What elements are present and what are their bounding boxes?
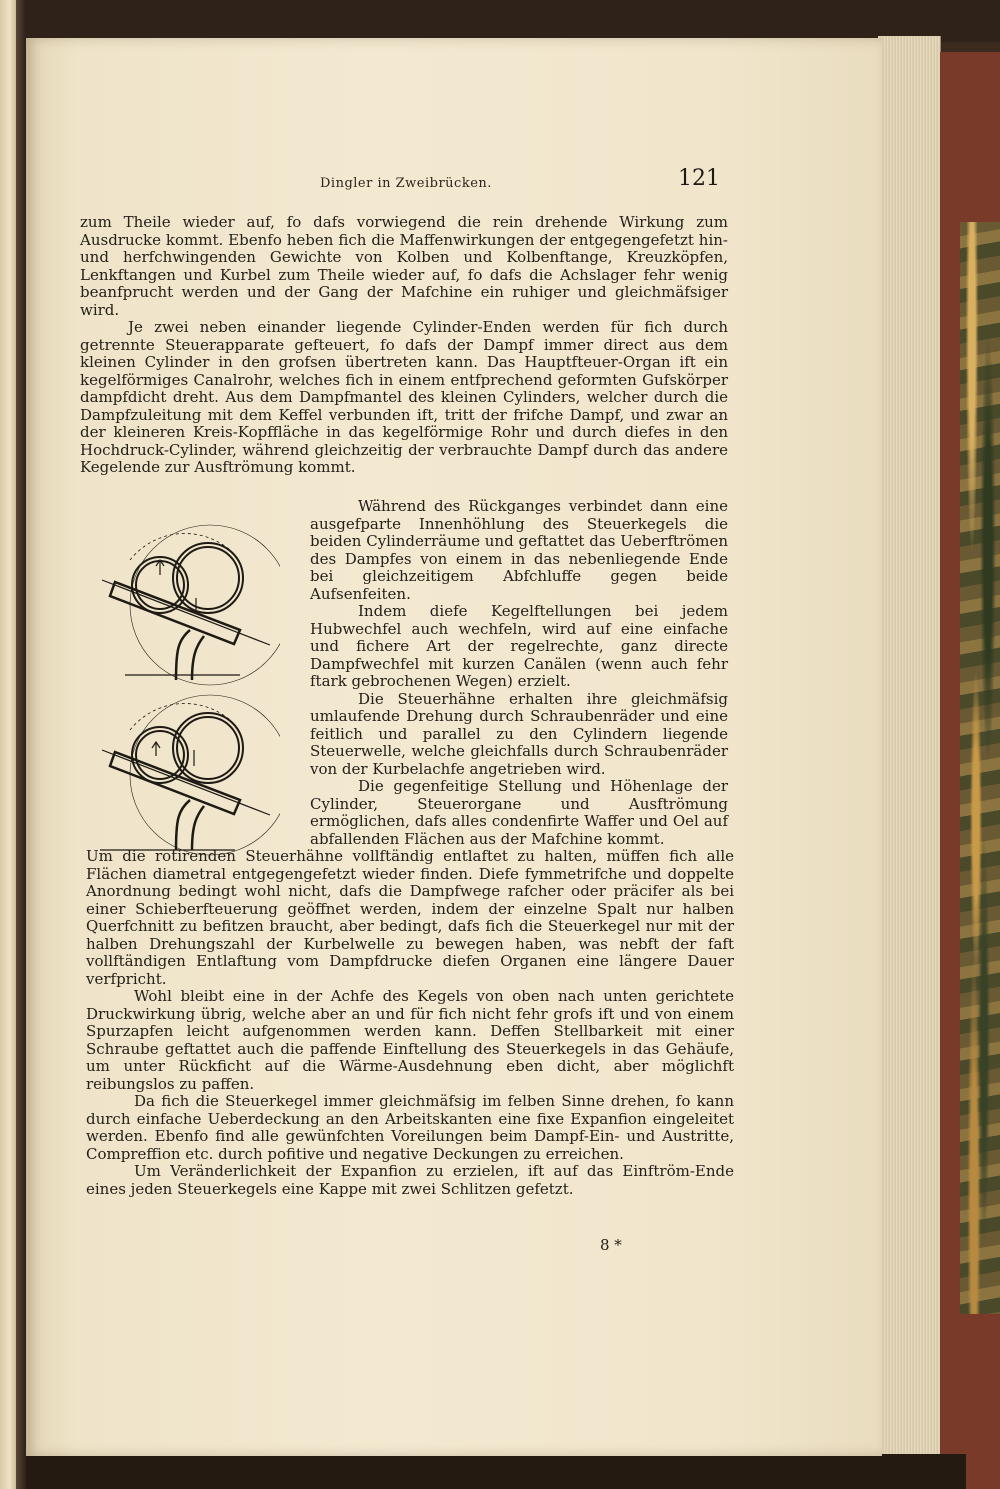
book-gutter xyxy=(16,0,26,1489)
paragraph: Um Veränderlichkeit der Expanfion zu erzielen, ift auf das Einftröm-Ende eines jeden Steuerkegels eine Kappe mit zwei Schlitzen gefetzt. xyxy=(86,1162,734,1198)
background-bottom xyxy=(26,1454,966,1489)
running-head: Dingler in Zweibrücken. xyxy=(320,176,492,191)
cylinder-section-upper xyxy=(102,525,280,685)
paragraph: Je zwei neben einander liegende Cylinder-Enden werden für fich durch getrennte Steuerapparate gefteuert, fo dafs der Dampf immer direct aus dem kleinen Cylinder in den grofsen übertreten kann. Das Hauptfteuer-Organ ift ein kegelförmiges Canalrohr, welches fich in einem entfprechend geformten Gufskörper dampfdicht dreht. Aus dem Dampfmantel des kleinen Cylinders, welcher durch die Dampfzuleitung mit dem Keffel verbunden ift, tritt der frifche Dampf, und zwar an der kleineren Kreis-Kopffläche in das kegelförmige Rohr und durch diefes in den Hochdruck-Cylinder, während gleichzeitig der verbrauchte Dampf durch das andere Kegelende zur Ausftrömung kommt. xyxy=(80,318,728,476)
paragraph: Da fich die Steuerkegel immer gleichmäfsig im felben Sinne drehen, fo kann durch einfache Ueberdeckung an den Arbeitskanten eine fixe Expanfion eingeleitet werden. Ebenfo find alle gewünfchten Voreilungen beim Dampf-Ein- und Austritte, Compreffion etc. durch pofitive und negative Deckungen zu erreichen. xyxy=(86,1092,734,1163)
text-block-beside-figure xyxy=(310,498,728,848)
steam-cylinder-figure xyxy=(100,520,280,860)
left-page-edge xyxy=(0,0,17,1489)
text-block-top xyxy=(80,214,728,477)
paragraph: Indem diefe Kegelftellungen bei jedem Hubwechfel auch wechfeln, wird auf eine einfache und fichere Art der regelrechte, ganz directe Dampfwechfel mit kurzen Canälen (wenn auch fehr ftark gebrochenen Wegen) erzielt. xyxy=(310,602,728,690)
page-header xyxy=(320,166,720,202)
paragraph: Um die rotirenden Steuerhähne vollftändig entlaftet zu halten, müffen fich alle Flächen diametral entgegengefetzt wieder finden. Diefe fymmetrifche und doppelte Anordnung bedingt wohl nicht, dafs die Dampfwege rafcher oder präcifer als bei einer Schieberfteuerung geöffnet werden, indem der einzelne Spalt nur halben Querfchnitt zu befitzen braucht, aber bedingt, dafs fich die Steuerkegel nur mit der halben Drehungszahl der Kurbelwelle zu bewegen haben, was nebft der faft vollftändigen Entlaftung vom Dampfdrucke diefen Organen eine längere Dauer verfpricht. xyxy=(86,847,734,988)
signature-mark: 8 * xyxy=(600,1236,622,1254)
paragraph: Während des Rückganges verbindet dann eine ausgefparte Innenhöhlung des Steuerkegels die beiden Cylinderräume und geftattet das Ueberftrömen des Dampfes von einem in das nebenliegende Ende bei gleichzeitigem Abfchluffe gegen beide Aufsenfeiten. xyxy=(310,497,728,603)
page-number: 121 xyxy=(678,166,720,191)
cylinder-section-lower xyxy=(100,695,280,855)
paragraph: Die gegenfeitige Stellung und Höhenlage der Cylinder, Steuerorgane und Ausftrömung ermöglichen, dafs alles condenfirte Waffer und Oel auf abfallenden Flächen aus der Mafchine kommt. xyxy=(310,777,728,848)
paragraph: Wohl bleibt eine in der Achfe des Kegels von oben nach unten gerichtete Druckwirkung übrig, welche aber an und für fich nicht fehr grofs ift und von einem Spurzapfen leicht aufgenommen werden kann. Deffen Stellbarkeit mit einer Schraube geftattet auch die paffende Einftellung des Steuerkegels in das Gehäufe, um unter Rückficht auf die Wärme-Ausdehnung eben dicht, aber möglichft reibungslos zu paffen. xyxy=(86,987,734,1093)
page-edges xyxy=(878,36,941,1456)
text-block-bottom xyxy=(86,848,734,1198)
background-top xyxy=(26,0,1000,42)
marbled-endpaper xyxy=(960,222,1000,1314)
paragraph: zum Theile wieder auf, fo dafs vorwiegend die rein drehende Wirkung zum Ausdrucke kommt. Ebenfo heben fich die Maffenwirkungen der entgegengefetzt hin- und herfchwingenden Gewichte von Kolben und Kolbenftange, Kreuzköpfen, Lenkftangen und Kurbel zum Theile wieder auf, fo dafs die Achslager fehr wenig beanfprucht werden und der Gang der Mafchine ein ruhiger und gleichmäfsiger wird. xyxy=(80,213,728,319)
paragraph: Die Steuerhähne erhalten ihre gleichmäfsig umlaufende Drehung durch Schraubenräder und eine feitlich und parallel zu den Cylindern liegende Steuerwelle, welche gleichfalls durch Schraubenräder von der Kurbelachfe angetrieben wird. xyxy=(310,689,728,778)
